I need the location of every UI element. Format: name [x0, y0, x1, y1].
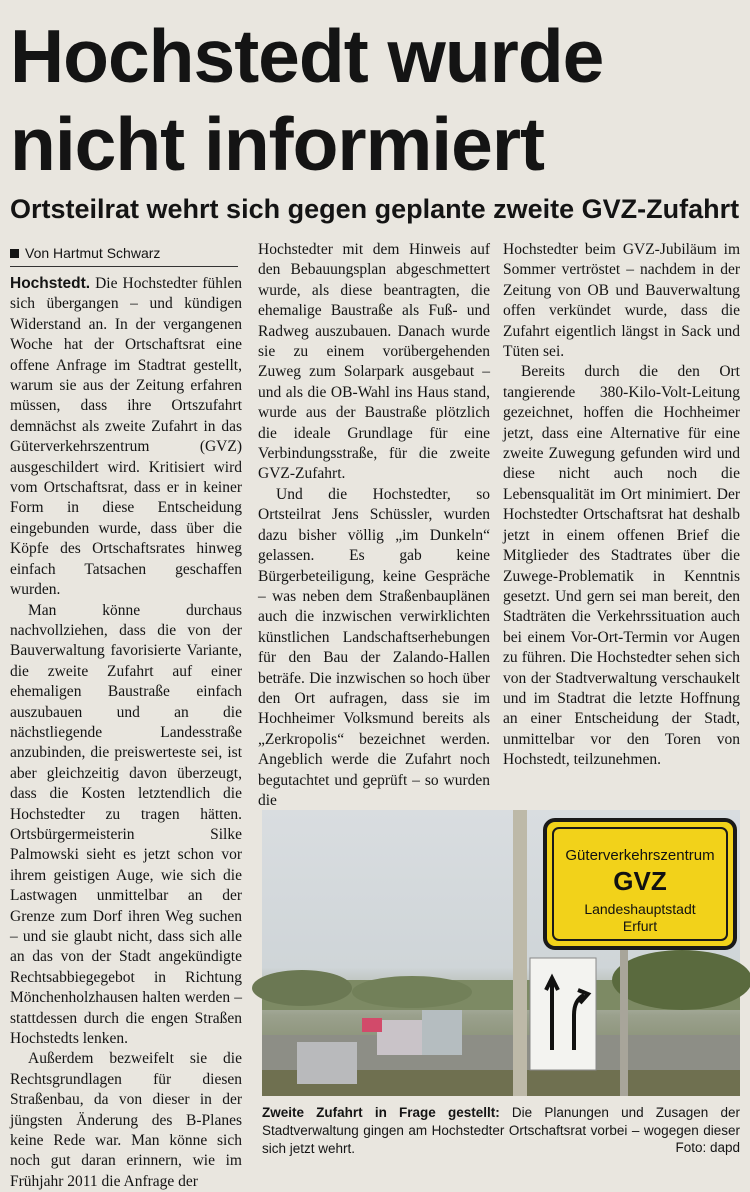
photo-scene — [262, 810, 740, 1096]
photo-caption — [262, 1104, 740, 1158]
article-column-3 — [503, 240, 740, 800]
news-photo — [262, 810, 740, 1096]
direction-sign — [530, 958, 596, 1070]
gvz-sign — [545, 820, 735, 948]
caption-lead: Zweite Zufahrt in Frage gestellt: — [262, 1105, 500, 1120]
truck — [377, 1020, 422, 1055]
paragraph: Und die Hochstedter, so Ortsteilrat Jens Schüssler, wurden dazu bisher völlig „im Dunkeln“ gelassen. Es gab keine Bürgerbeteiligung, keine Gespräche – was neben dem Straßenbauplänen auch die inzwischen verwirklichten künstlichen Landschaftserhebungen für den Bau der Zalando-Hallen beträfe. Die inzwischen so hoch über den Ort aufragen, dass sie im Hochheimer Volksmund bereits als „Zerkropolis“ bezeichnet werden. Angeblich werde die Zufahrt noch begutachtet und geprüft – so wurden die — [258, 485, 490, 809]
article-column-2 — [258, 240, 490, 809]
truck — [422, 1010, 462, 1055]
caption-text: Die Planungen und Zusagen der Stadtverwaltung gingen am Hochstedter Ortschaftsrat vorbei – wogegen dieser sich jetzt wehrt. — [262, 1105, 740, 1156]
paragraph: Bereits durch die den Ort tangierende 380-Kilo-Volt-Leitung gezeichnet, hoffen die Hochheimer jetzt, dass eine Alternative für eine zweite Zuwegung gefunden wird und diese nicht auch noch die Lebensqualität im Ort minimiert. Der Hochstedter Ortschaftsrat hat deshalb jetzt in einem offenen Brief die Mitglieder des Stadtrates über die Zuwege-Problematik in Kenntnis gesetzt. Und gern sei man bereit, den Stadträten die Verkehrssituation auch bei einem Vor-Ort-Termin vor Augen zu führen. Die Hochstedter sehen sich von der Stadtverwaltung verschaukelt und im Stadtrat die letzte Hoffnung an einer Entscheidung der Stadt, unmittelbar vor den Toren von Hochstedt, teilzunehmen. — [503, 363, 740, 769]
sign-pole — [513, 810, 527, 1096]
byline-square-icon — [10, 249, 19, 258]
byline-text: Von Hartmut Schwarz — [25, 245, 161, 261]
tree — [252, 970, 352, 1006]
paragraph: Außerdem bezweifelt sie die Rechtsgrundlagen für diesen Straßenbau, da von dieser in der jüngsten Änderung des B-Planes keine Rede war. Man könne sich noch gut daran erinnern, wie im Frühjahr 2011 die Anfrage der — [10, 1050, 242, 1190]
sign-pole — [620, 950, 628, 1096]
sign-line-4: Erfurt — [622, 918, 658, 934]
photo-credit: Foto: dapd — [675, 1140, 740, 1155]
tree — [612, 950, 750, 1010]
subheadline: Ortsteilrat wehrt sich gegen geplante zweite GVZ-Zufahrt — [10, 194, 740, 224]
billboard — [362, 1018, 382, 1032]
paragraph: Hochstedter beim GVZ-Jubiläum im Sommer vertröstet – nachdem in der Zeitung von OB und Bauverwaltung offen verkündet wurde, dass die Zufahrt eigentlich längst in Sack und Tüten sei. — [503, 241, 740, 361]
article-column-1 — [10, 274, 242, 1190]
paragraph: Hochstedter mit dem Hinweis auf den Bebauungsplan abgeschmettert wurde, als diese beantragten, die ehemalige Baustraße als Fuß- und Radweg auszubauen. Danach wurde sie zu einem vorübergehenden Zuweg zum Solarpark ausgebaut – und als die OB-Wahl ins Haus stand, wurde aus der Baustraße plötzlich die ideale Grundlage für eine Verbindungsstraße, für die zweite GVZ-Zufahrt. — [258, 241, 490, 483]
headline: Hochstedt wurde nicht informiert — [10, 14, 604, 186]
paragraph: Man könne durchaus nachvollziehen, dass die von der Bauverwaltung favorisierte Variante, die zweite Zufahrt auf einer ehemaligen Baustraße einfach auszubauen und an die nächstliegende Landesstraße anzubinden, die preiswerteste sei, ist aber gleichzeitig davon überzeugt, dass die Kosten letztendlich die Hochstedter zu tragen hätten. Ortsbürgermeisterin Silke Palmowski sieht es jetzt schon vor ihrem geistigen Auge, wie sich die Lastwagen unmittelbar an der Grenze zum Dorf ihren Weg suchen – und sie glaubt nicht, dass sich alle an das von der Stadt angekündigte Rechtsabbiegegebot in Richtung Mönchenholzhausen halten werden – stattdessen durch die engen Straßen Hochstedts lenken. — [10, 601, 242, 1048]
paragraph-text: Die Hochstedter fühlen sich übergangen – und kündigen Widerstand an. In der vergangenen Woche hat der Ortschaftsrat eine offene Anfrage im Stadtrat gestellt, warum sie aus der Zeitung erfahren müssen, dass ihre Ortszufahrt demnächst als zweite Zufahrt in das Güterverkehrszentrum (GVZ) ausgeschildert wird. Kritisiert wird vom Ortschaftsrat, dass er in keiner Form in diese Entscheidung eingebunden wurde, dass über die Köpfe des Ortschaftsrates hinweg einfach Tatsachen geschaffen wurden. — [10, 275, 242, 599]
sign-line-2: GVZ — [613, 866, 667, 896]
sign-line-3: Landeshauptstadt — [584, 901, 696, 917]
paragraph — [10, 274, 242, 601]
dateline: Hochstedt. — [10, 275, 91, 292]
byline — [10, 244, 238, 267]
tree — [352, 976, 472, 1008]
sign-line-1: Güterverkehrszentrum — [565, 847, 715, 864]
truck — [297, 1042, 357, 1084]
